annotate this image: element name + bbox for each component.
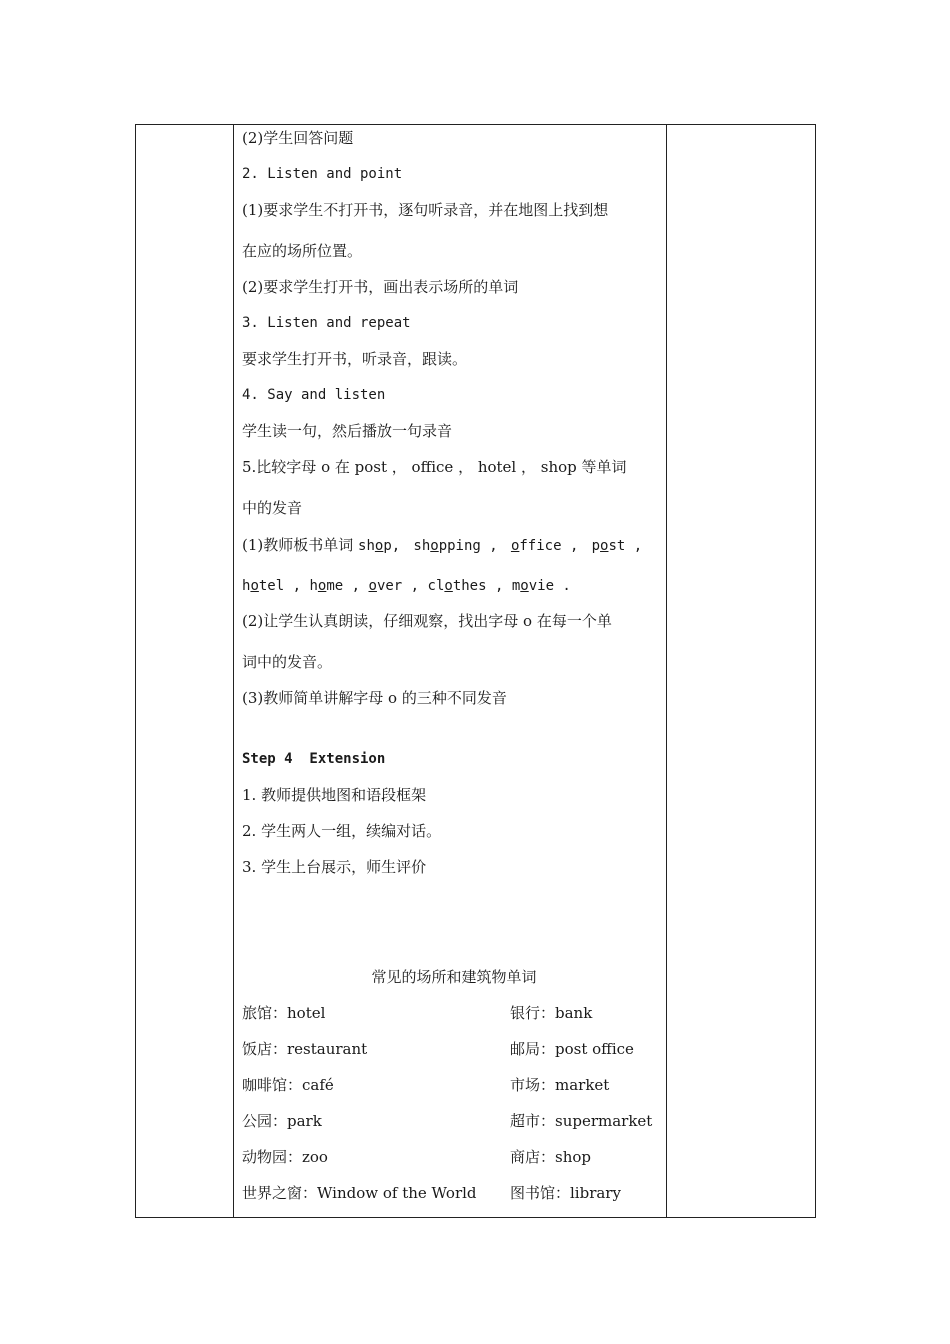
word: shop, <box>358 538 401 554</box>
text-line: 5.比较字母 o 在 post ， office ， hotel ， shop 等单词 <box>242 458 627 476</box>
word: shopping , <box>413 538 498 554</box>
text-line: 2. 学生两人一组，续编对话。 <box>242 822 442 840</box>
text-line: (1)要求学生不打开书，逐句听录音，并在地图上找到想 <box>242 201 609 219</box>
word: movie . <box>511 578 571 594</box>
vocab-item: 饭店：restaurant <box>242 1040 368 1058</box>
word: over , <box>368 578 420 594</box>
column-divider-2 <box>666 125 667 1217</box>
word: clothes , <box>427 578 504 594</box>
vocab-item: 银行：bank <box>510 1004 593 1022</box>
vocab-item: 世界之窗：Window of the World <box>242 1184 477 1202</box>
text-line: 4. Say and listen <box>242 387 386 403</box>
text-line: (2)让学生认真朗读，仔细观察，找出字母 o 在每一个单 <box>242 612 612 630</box>
text-line: 学生读一句，然后播放一句录音 <box>242 422 453 440</box>
vocab-item: 公园：park <box>242 1112 322 1130</box>
lesson-table <box>135 124 816 1218</box>
vocab-item: 图书馆：library <box>510 1184 621 1202</box>
text-line: 2. Listen and point <box>242 166 403 182</box>
text-line: (2)要求学生打开书，画出表示场所的单词 <box>242 278 519 296</box>
vocab-item: 旅馆：hotel <box>242 1004 326 1022</box>
word: home , <box>309 578 361 594</box>
word-list-line-1 <box>242 535 642 556</box>
vocab-item: 超市：supermarket <box>510 1112 653 1130</box>
text-line: 1. 教师提供地图和语段框架 <box>242 786 427 804</box>
word-list-line-2 <box>242 576 571 596</box>
word: office , <box>510 538 579 554</box>
word: post , <box>591 538 643 554</box>
vocab-item: 市场：market <box>510 1076 610 1094</box>
vocab-item: 邮局：post office <box>510 1040 634 1058</box>
vocab-item: 动物园：zoo <box>242 1148 328 1166</box>
column-divider-1 <box>233 125 234 1217</box>
step-heading: Step 4 Extension <box>242 751 386 767</box>
text-line: 中的发音 <box>242 499 303 517</box>
text-line: 词中的发音。 <box>242 653 333 671</box>
text-line: 3. Listen and repeat <box>242 315 411 331</box>
vocab-item: 商店：shop <box>510 1148 591 1166</box>
text-line: (3)教师简单讲解字母 o 的三种不同发音 <box>242 689 507 707</box>
text-line: 要求学生打开书，听录音，跟读。 <box>242 350 468 368</box>
vocab-item: 咖啡馆：café <box>242 1076 334 1094</box>
text-line: (2)学生回答问题 <box>242 129 354 147</box>
text-line: 在应的场所位置。 <box>242 242 363 260</box>
text-line: 3. 学生上台展示，师生评价 <box>242 858 427 876</box>
vocab-title: 常见的场所和建筑物单词 <box>371 968 537 986</box>
word: hotel , <box>242 578 302 594</box>
text-prefix: (1)教师板书单词 <box>242 536 359 554</box>
